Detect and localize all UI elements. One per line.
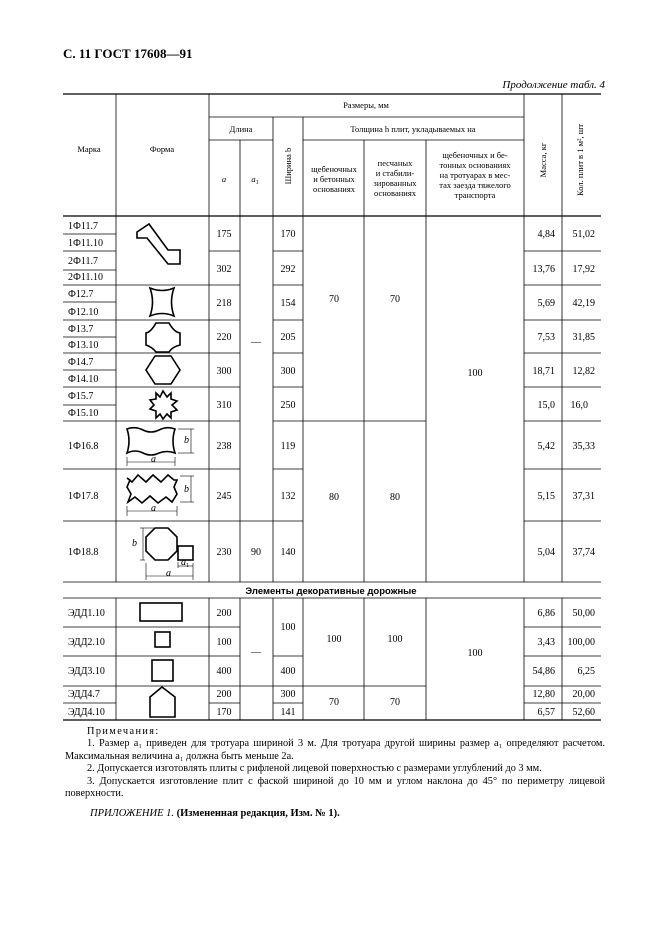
a-cell: 200 [216, 608, 232, 619]
svg-text:зированных: зированных [373, 178, 417, 188]
h-sand-cell: 100 [387, 634, 403, 645]
a-cell: 170 [216, 707, 232, 718]
mass-cell: 15,0 [537, 400, 555, 411]
header-sizes: Размеры, мм [343, 100, 389, 110]
svg-text:тонных основаниях: тонных основаниях [439, 160, 511, 170]
svg-text:транспорта: транспорта [454, 190, 496, 200]
dim-label-a: a [151, 454, 156, 465]
mark-cell: Ф15.7 [68, 391, 94, 402]
a-cell: 238 [216, 441, 232, 452]
a-cell: 200 [216, 689, 232, 700]
count-cell: 42,19 [572, 298, 595, 309]
b-cell: 300 [280, 689, 296, 700]
header-roads [439, 150, 511, 200]
dim-label-a1: $a_1$ [181, 557, 189, 569]
mass-cell: 4,84 [537, 229, 555, 240]
svg-text:основаниях: основаниях [313, 184, 355, 194]
b-cell: 141 [280, 707, 296, 718]
notes-section [65, 726, 605, 800]
b-cell: 100 [280, 622, 296, 633]
pentagon-icon [150, 687, 175, 717]
svg-text:на тротуарах в мес-: на тротуарах в мес- [439, 170, 511, 180]
a-cell: 245 [216, 491, 232, 502]
appendix-title: ПРИЛОЖЕНИЕ 1. [90, 808, 174, 819]
b-cell: 140 [280, 547, 296, 558]
b-cell: 300 [280, 366, 296, 377]
zigzag-rect-icon [127, 475, 177, 503]
dim-label-a: a [166, 568, 171, 579]
a-cell: 100 [216, 637, 232, 648]
a1-cell: 90 [251, 547, 261, 558]
mark-cell: Ф14.10 [68, 374, 99, 385]
mark-cell: Ф15.10 [68, 408, 99, 419]
a-cell: 175 [216, 229, 232, 240]
appendix-line [90, 808, 340, 819]
dim-label-a: a [151, 503, 156, 514]
mass-cell: 5,04 [537, 547, 555, 558]
mark-cell: ЭДД2.10 [68, 637, 105, 648]
header-count: Кол. плит в 1 м², шт [575, 123, 585, 197]
count-cell: 31,85 [572, 332, 595, 343]
svg-text:основаниях: основаниях [374, 188, 416, 198]
b-cell: 205 [280, 332, 296, 343]
mass-cell: 3,43 [537, 637, 555, 648]
b-cell: 292 [280, 264, 296, 275]
mark-cell: 1Ф17.8 [68, 491, 99, 502]
mass-cell: 13,76 [532, 264, 555, 275]
a1-dash: — [251, 647, 261, 658]
table-continuation-label: Продолжение табл. 4 [502, 79, 605, 91]
svg-text:песчаных: песчаных [377, 158, 413, 168]
h-sand-cell: 70 [390, 294, 400, 305]
mark-cell: Ф13.10 [68, 340, 99, 351]
count-cell: 16,0 [570, 400, 588, 411]
a-cell: 302 [216, 264, 232, 275]
mark-cell: ЭДД4.10 [68, 707, 105, 718]
notes-title: Примечания: [87, 726, 160, 737]
dim-label-b: b [184, 435, 189, 446]
mass-cell: 7,53 [537, 332, 555, 343]
svg-text:щебеночных: щебеночных [311, 164, 357, 174]
note-item: 3. Допускается изготовление плит с фаской шириной до 10 мм и углом наклона до 45° по периметру лицевой поверхности. [65, 775, 605, 800]
rectangle-icon [140, 603, 182, 621]
h-roads-cell: 100 [467, 368, 483, 379]
header-mass: Масса, кг [538, 142, 548, 178]
header-thickness: Толщина h плит, укладываемых на [350, 124, 476, 134]
b-cell: 400 [280, 666, 296, 677]
dim-label-b: b [184, 484, 189, 495]
page-header: С. 11 ГОСТ 17608—91 [63, 46, 193, 61]
count-cell: 37,31 [572, 491, 595, 502]
mark-cell: Ф14.7 [68, 357, 94, 368]
svg-text:тах заезда тяжелого: тах заезда тяжелого [439, 180, 511, 190]
a-cell: 400 [216, 666, 232, 677]
curved-square-icon [150, 288, 174, 316]
a-cell: 300 [216, 366, 232, 377]
cross-shape-icon [150, 391, 177, 419]
h-crushed-cell: 100 [326, 634, 342, 645]
count-cell: 37,74 [572, 547, 595, 558]
h-sand-cell: 70 [390, 697, 400, 708]
mass-cell: 5,15 [537, 491, 555, 502]
mark-cell: ЭДД4.7 [68, 689, 100, 700]
b-cell: 154 [280, 298, 296, 309]
note-item: 1. Размер a₁ приведен для тротуара шириной 3 м. Для тротуара другой ширины размер a₁ определяют расчетом. Максимальная величина a₁ должна быть меньше 2a. [65, 738, 605, 762]
curved-octagon-icon [146, 323, 180, 352]
mark-cell: 2Ф11.7 [68, 256, 99, 267]
h-crushed-cell: 70 [329, 697, 339, 708]
h-roads-cell: 100 [467, 648, 483, 659]
mark-cell: 1Ф11.7 [68, 221, 99, 232]
note-item: 2. Допускается изготовлять плиты с рифленой лицевой поверхностью с размерами углублений до 3 мм. [87, 763, 542, 775]
count-cell: 50,00 [572, 608, 595, 619]
header-form: Форма [149, 144, 175, 154]
square-icon [152, 660, 173, 681]
h-sand-cell: 80 [390, 492, 400, 503]
h-crushed-cell: 80 [329, 492, 339, 503]
z-shape-icon [137, 224, 180, 264]
mass-cell: 5,42 [537, 441, 555, 452]
count-cell: 12,82 [572, 366, 595, 377]
dim-label-b: b [132, 538, 137, 549]
header-sand [373, 158, 417, 198]
b-cell: 132 [280, 491, 296, 502]
a-cell: 310 [216, 400, 232, 411]
mark-cell: 1Ф11.10 [68, 238, 104, 249]
count-cell: 6,25 [577, 666, 595, 677]
h-crushed-cell: 70 [329, 294, 339, 305]
count-cell: 35,33 [572, 441, 595, 452]
a-cell: 218 [216, 298, 232, 309]
mark-cell: ЭДД3.10 [68, 666, 105, 677]
header-width: Ширина b [283, 147, 293, 185]
count-cell: 51,02 [572, 229, 595, 240]
mass-cell: 12,80 [532, 689, 555, 700]
appendix-note: (Измененная редакция, Изм. № 1). [176, 808, 340, 819]
octagon-square-icon [146, 528, 177, 560]
count-cell: 52,60 [572, 707, 595, 718]
svg-text:и бетонных: и бетонных [313, 174, 355, 184]
b-cell: 250 [280, 400, 296, 411]
b-cell: 119 [280, 441, 296, 452]
mass-cell: 18,71 [532, 366, 555, 377]
count-cell: 17,92 [572, 264, 595, 275]
svg-text:щебеночных и бе-: щебеночных и бе- [442, 150, 508, 160]
a1-dash: — [251, 337, 261, 348]
mark-cell: 1Ф16.8 [68, 441, 99, 452]
header-a: a [221, 174, 227, 184]
count-cell: 100,00 [567, 637, 595, 648]
mark-cell: Ф12.7 [68, 289, 94, 300]
svg-text:и стабили-: и стабили- [375, 168, 415, 178]
mass-cell: 6,86 [537, 608, 555, 619]
header-a1: $a_1$ [251, 174, 259, 186]
header-crushed [311, 164, 357, 194]
wavy-rect-icon [127, 428, 175, 455]
section-title: Элементы декоративные дорожные [245, 586, 417, 597]
a-cell: 220 [216, 332, 232, 343]
small-square-icon [155, 632, 170, 647]
header-mark: Марка [77, 144, 101, 154]
mark-cell: 2Ф11.10 [68, 272, 104, 283]
mark-cell: 1Ф18.8 [68, 547, 99, 558]
b-cell: 170 [280, 229, 296, 240]
mass-cell: 5,69 [537, 298, 555, 309]
mass-cell: 54,86 [532, 666, 555, 677]
mark-cell: Ф12.10 [68, 307, 99, 318]
hexagon-icon [146, 356, 180, 384]
header-length: Длина [229, 124, 253, 134]
mark-cell: ЭДД1.10 [68, 608, 105, 619]
mass-cell: 6,57 [537, 707, 555, 718]
count-cell: 20,00 [572, 689, 595, 700]
mark-cell: Ф13.7 [68, 324, 94, 335]
a-cell: 230 [216, 547, 232, 558]
